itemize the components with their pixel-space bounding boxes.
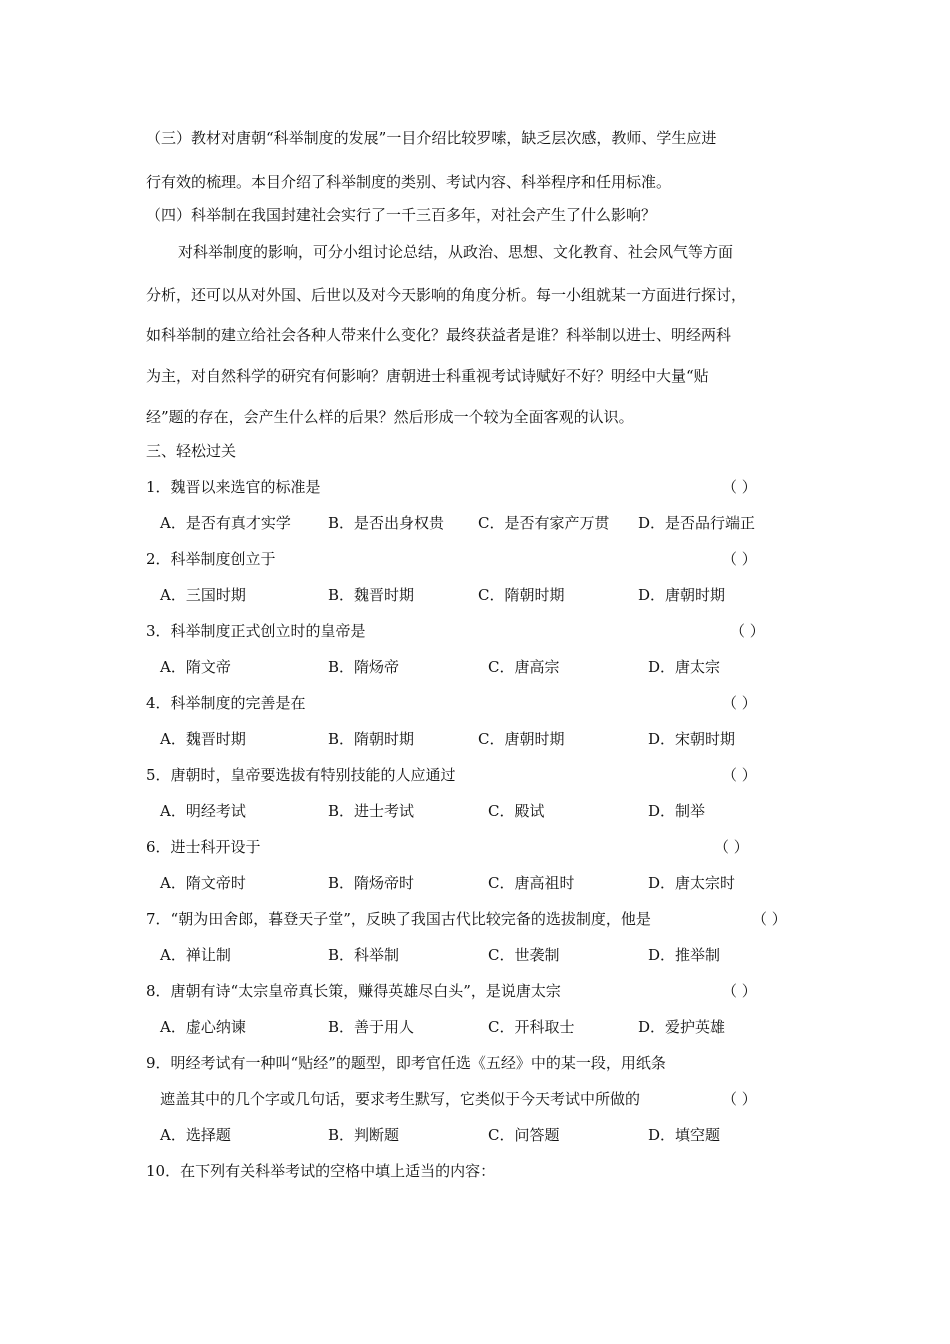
q7-option-c: C．世袭制	[488, 946, 560, 964]
q9-option-c: C．问答题	[488, 1126, 560, 1144]
q2-option-d: D．唐朝时期	[638, 586, 726, 604]
section-title: 三、轻松过关	[146, 442, 237, 460]
q2-option-c: C．隋朝时期	[478, 586, 565, 604]
answer-paren-4: （ ）	[722, 694, 757, 712]
q6-option-c: C．唐高祖时	[488, 874, 575, 892]
question-2: 2．科举制度创立于	[146, 550, 276, 568]
q8-option-c: C．开科取士	[488, 1018, 575, 1036]
q7-option-b: B．科举制	[328, 946, 400, 964]
paragraph-3-line-1: （三）教材对唐朝“科举制度的发展”一目介绍比较罗嗦，缺乏层次感，教师、学生应进	[146, 129, 717, 147]
answer-paren-8: （ ）	[722, 982, 757, 1000]
question-5: 5．唐朝时，皇帝要选拔有特别技能的人应通过	[146, 766, 456, 784]
q5-option-d: D．制举	[648, 802, 706, 820]
q3-option-a: A．隋文帝	[160, 658, 231, 676]
q1-option-a: A．是否有真才实学	[160, 514, 291, 532]
q1-option-b: B．是否出身权贵	[328, 514, 445, 532]
answer-paren-2: （ ）	[722, 550, 757, 568]
q8-option-a: A．虚心纳谏	[160, 1018, 246, 1036]
question-9: 9．明经考试有一种叫“贴经”的题型，即考官任选《五经》中的某一段，用纸条	[146, 1054, 666, 1072]
question-7: 7．“朝为田舍郎，暮登天子堂”，反映了我国古代比较完备的选拔制度，他是	[146, 910, 651, 928]
q9-option-a: A．选择题	[160, 1126, 231, 1144]
q4-option-c: C．唐朝时期	[478, 730, 565, 748]
paragraph-4-line-4: 为主，对自然科学的研究有何影响？唐朝进士科重视考试诗赋好不好？明经中大量“贴	[146, 367, 709, 385]
answer-paren-7: （ ）	[752, 910, 787, 928]
question-6: 6．进士科开设于	[146, 838, 261, 856]
paragraph-4-line-3: 如科举制的建立给社会各种人带来什么变化？最终获益者是谁？科举制以进士、明经两科	[146, 326, 732, 344]
q7-option-d: D．推举制	[648, 946, 721, 964]
q7-option-a: A．禅让制	[160, 946, 231, 964]
q3-option-c: C．唐高宗	[488, 658, 560, 676]
paragraph-3-line-2: 行有效的梳理。本目介绍了科举制度的类别、考试内容、科举程序和任用标准。	[146, 173, 672, 191]
question-8: 8．唐朝有诗“太宗皇帝真长策，赚得英雄尽白头”，是说唐太宗	[146, 982, 561, 1000]
q6-option-a: A．隋文帝时	[160, 874, 246, 892]
q5-option-c: C．殿试	[488, 802, 545, 820]
q9-option-b: B．判断题	[328, 1126, 400, 1144]
paragraph-4-line-1: 对科举制度的影响，可分小组讨论总结，从政治、思想、文化教育、社会风气等方面	[178, 243, 734, 261]
q4-option-d: D．宋朝时期	[648, 730, 736, 748]
answer-paren-9: （ ）	[722, 1090, 757, 1108]
q3-option-b: B．隋炀帝	[328, 658, 400, 676]
q8-option-d: D．爱护英雄	[638, 1018, 726, 1036]
q5-option-b: B．进士考试	[328, 802, 415, 820]
q2-option-b: B．魏晋时期	[328, 586, 415, 604]
q1-option-d: D．是否品行端正	[638, 514, 756, 532]
q4-option-b: B．隋朝时期	[328, 730, 415, 748]
paragraph-4-line-2: 分析，还可以从对外国、后世以及对今天影响的角度分析。每一小组就某一方面进行探讨，	[146, 286, 747, 304]
question-10: 10．在下列有关科举考试的空格中填上适当的内容：	[146, 1162, 496, 1180]
question-3: 3．科举制度正式创立时的皇帝是	[146, 622, 366, 640]
q6-option-d: D．唐太宗时	[648, 874, 736, 892]
answer-paren-1: （ ）	[722, 478, 757, 496]
q2-option-a: A．三国时期	[160, 586, 246, 604]
answer-paren-5: （ ）	[722, 766, 757, 784]
q8-option-b: B．善于用人	[328, 1018, 415, 1036]
question-4: 4．科举制度的完善是在	[146, 694, 306, 712]
answer-paren-6: （ ）	[714, 838, 749, 856]
paragraph-4-title: （四）科举制在我国封建社会实行了一千三百多年，对社会产生了什么影响？	[146, 206, 657, 224]
q1-option-c: C．是否有家产万贯	[478, 514, 610, 532]
q5-option-a: A．明经考试	[160, 802, 246, 820]
q3-option-d: D．唐太宗	[648, 658, 721, 676]
q9-option-d: D．填空题	[648, 1126, 721, 1144]
q6-option-b: B．隋炀帝时	[328, 874, 415, 892]
paragraph-4-line-5: 经”题的存在，会产生什么样的后果？然后形成一个较为全面客观的认识。	[146, 408, 634, 426]
question-9-continued: 遮盖其中的几个字或几句话，要求考生默写，它类似于今天考试中所做的	[160, 1090, 641, 1108]
answer-paren-3: （ ）	[730, 622, 765, 640]
question-1: 1．魏晋以来选官的标准是	[146, 478, 321, 496]
q4-option-a: A．魏晋时期	[160, 730, 246, 748]
